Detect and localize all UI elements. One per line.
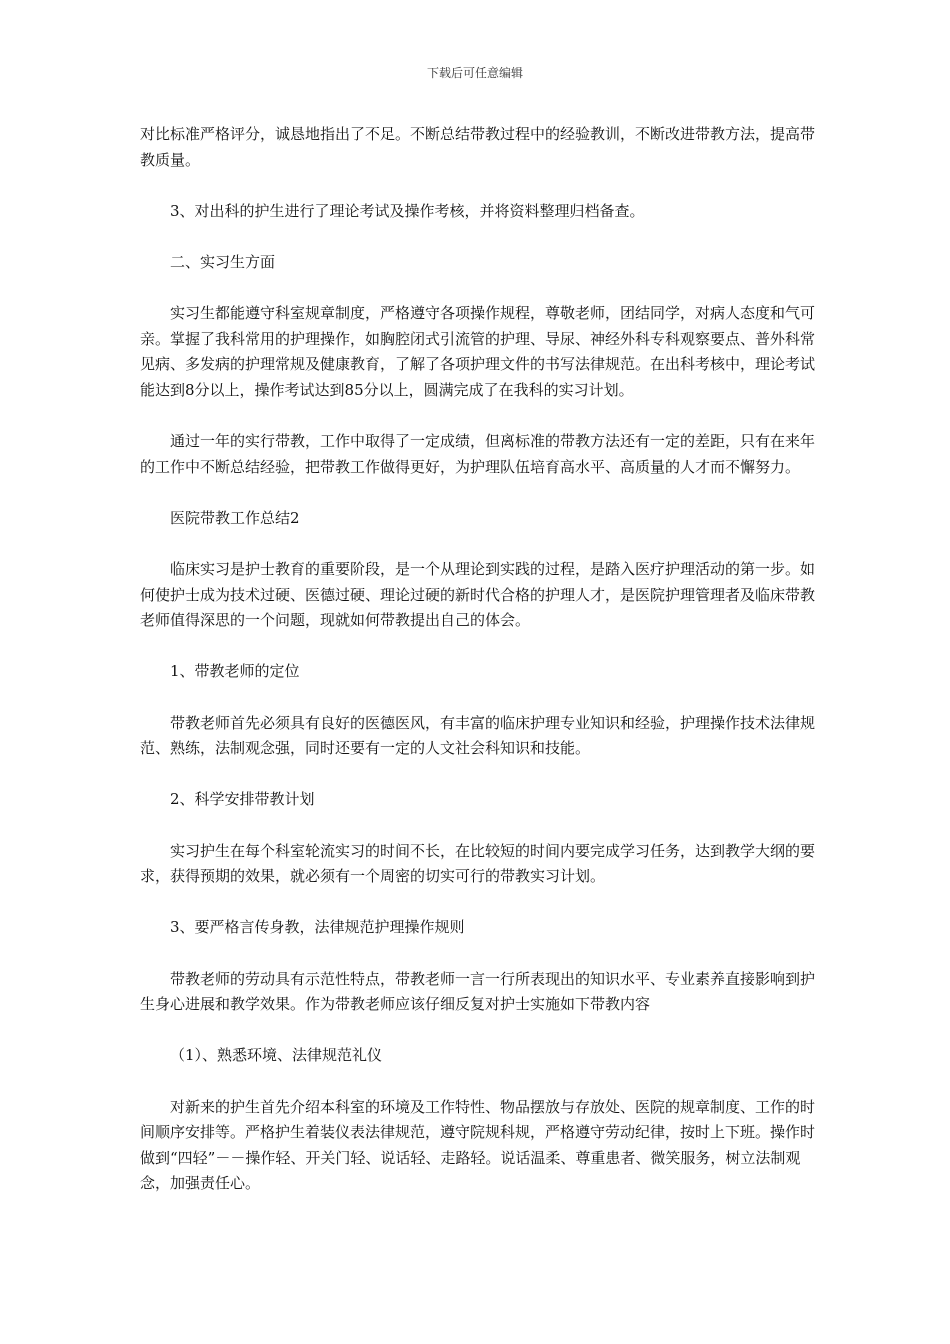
paragraph: 带教老师首先必须具有良好的医德医风，有丰富的临床护理专业知识和经验，护理操作技术法律规范、熟练，法制观念强，同时还要有一定的人文社会科知识和技能。	[140, 713, 816, 758]
document-body	[140, 122, 816, 1223]
paragraph: 实习护生在每个科室轮流实习的时间不长，在比较短的时间内要完成学习任务，达到教学大纲的要求，获得预期的效果，就必须有一个周密的切实可行的带教实习计划。	[140, 841, 816, 886]
paragraph: 临床实习是护士教育的重要阶段，是一个从理论到实践的过程，是踏入医疗护理活动的第一步。如何使护士成为技术过硬、医德过硬、理论过硬的新时代合格的护理人才，是医院护理管理者及临床带教老师值得深思的一个问题，现就如何带教提出自己的体会。	[140, 560, 816, 630]
paragraph: 对新来的护生首先介绍本科室的环境及工作特性、物品摆放与存放处、医院的规章制度、工作的时间顺序安排等。严格护生着装仪表法律规范，遵守院规科规，严格遵守劳动纪律，按时上下班。操作时做到“四轻”－－操作轻、开关门轻、说话轻、走路轻。说话温柔、尊重患者、微笑服务，树立法制观念，加强责任心。	[140, 1097, 816, 1193]
paragraph: 医院带教工作总结2	[170, 508, 300, 527]
paragraph: 3、对出科的护生进行了理论考试及操作考核，并将资料整理归档备查。	[170, 201, 645, 220]
paragraph: 2、科学安排带教计划	[170, 790, 315, 809]
paragraph: 实习生都能遵守科室规章制度，严格遵守各项操作规程，尊敬老师，团结同学，对病人态度和气可亲。掌握了我科常用的护理操作，如胸腔闭式引流管的护理、导尿、神经外科专科观察要点、普外科常见病、多发病的护理常规及健康教育，了解了各项护理文件的书写法律规范。在出科考核中，理论考试能达到8分以上，操作考试达到85分以上，圆满完成了在我科的实习计划。	[140, 304, 816, 399]
paragraph: 通过一年的实行带教，工作中取得了一定成绩，但离标准的带教方法还有一定的差距，只有在来年的工作中不断总结经验，把带教工作做得更好，为护理队伍培育高水平、高质量的人才而不懈努力。	[140, 432, 816, 476]
paragraph: （1）、熟悉环境、法律规范礼仪	[170, 1046, 383, 1065]
paragraph: 带教老师的劳动具有示范性特点，带教老师一言一行所表现出的知识水平、专业素养直接影响到护生身心进展和教学效果。作为带教老师应该仔细反复对护士实施如下带教内容	[140, 969, 816, 1014]
paragraph: 二、实习生方面	[170, 252, 276, 271]
paragraph: 对比标准严格评分，诚恳地指出了不足。不断总结带教过程中的经验教训，不断改进带教方法，提高带教质量。	[140, 125, 816, 169]
paragraph: 3、要严格言传身教，法律规范护理操作规则	[170, 918, 465, 937]
paragraph: 1、带教老师的定位	[170, 662, 300, 681]
page-header: 下载后可任意编辑	[426, 66, 523, 80]
